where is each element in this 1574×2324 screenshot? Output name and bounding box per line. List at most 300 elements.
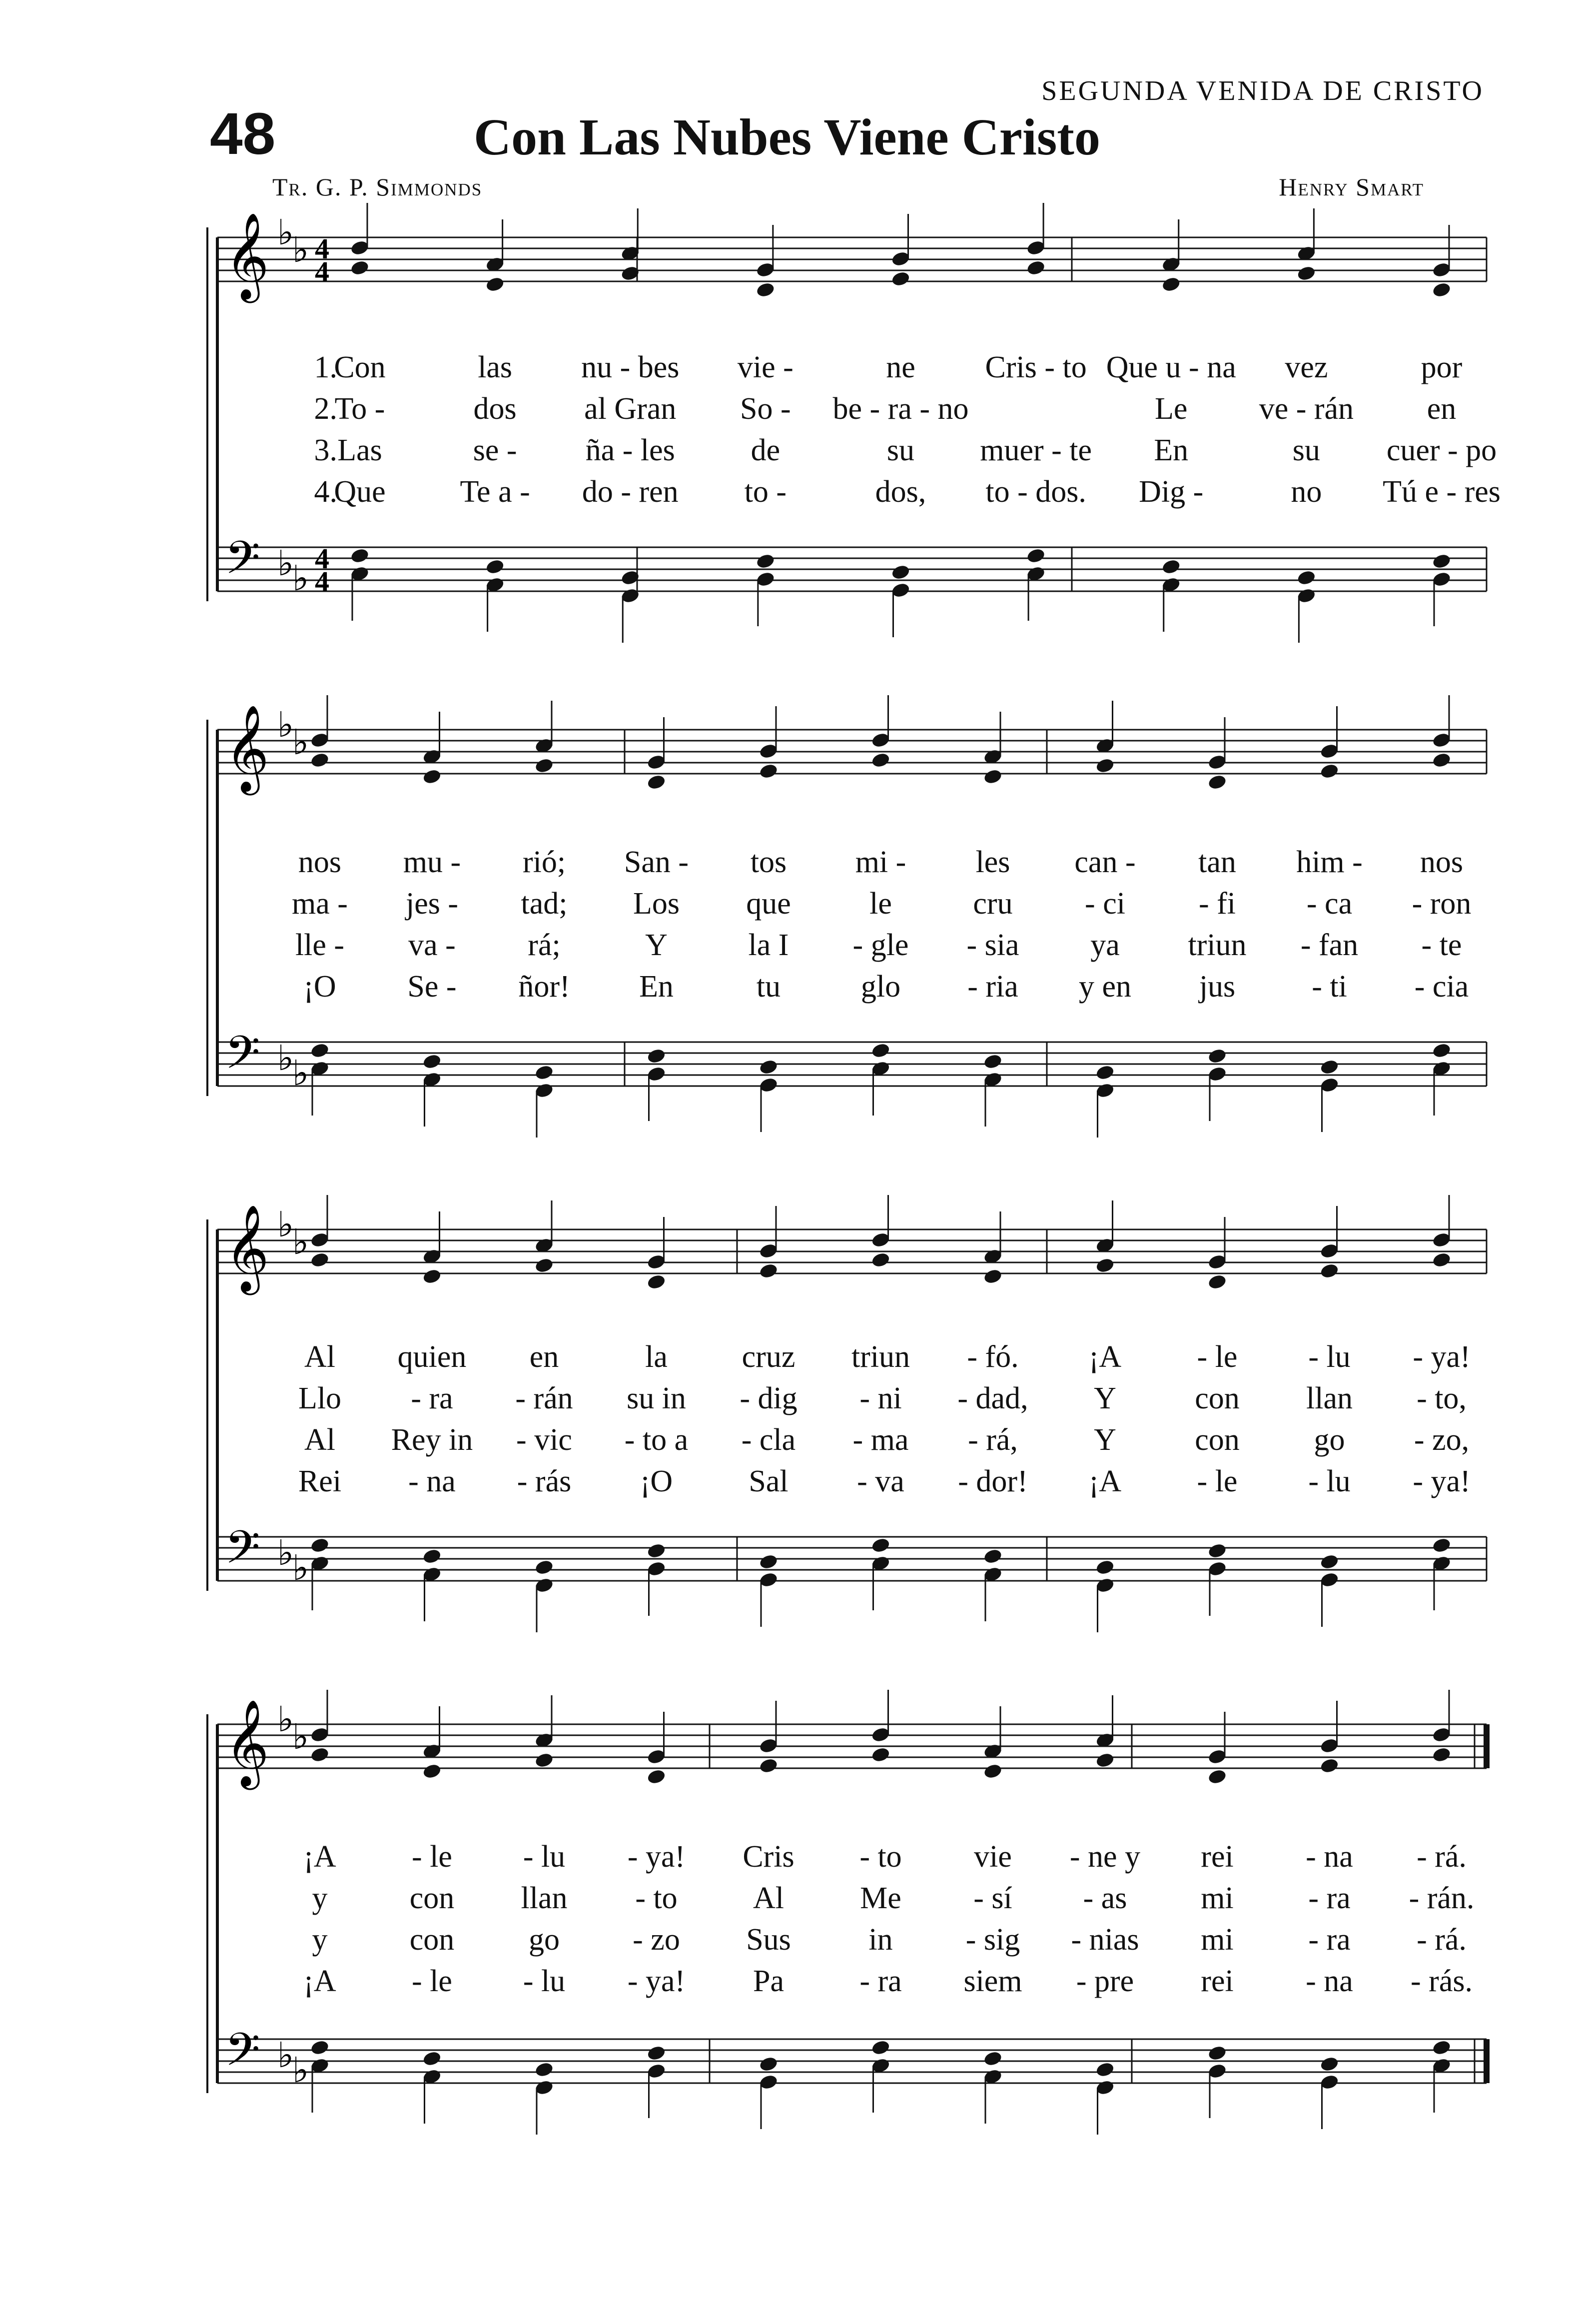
alto-note bbox=[1432, 281, 1452, 298]
alto-note bbox=[422, 1268, 442, 1285]
flat-icon: ♭ bbox=[292, 2052, 309, 2090]
verse-number: 4. bbox=[314, 475, 337, 509]
lyric-line bbox=[0, 1922, 1574, 1962]
lyric-syllable: rei bbox=[1201, 1964, 1234, 1998]
lyric-syllable: le bbox=[869, 887, 892, 921]
lyric-syllable: - fi bbox=[1198, 887, 1236, 921]
alto-note bbox=[1432, 1746, 1452, 1763]
lyric-line bbox=[0, 1464, 1574, 1504]
time-signature: 4 bbox=[315, 232, 329, 265]
lyric-syllable: ¡A bbox=[303, 1964, 336, 1998]
lyric-syllable: Y bbox=[1094, 1381, 1116, 1415]
alto-note bbox=[1207, 1273, 1227, 1290]
alto-note bbox=[534, 1257, 554, 1274]
lyric-syllable: - nias bbox=[1071, 1923, 1139, 1957]
lyric-syllable: la I bbox=[748, 928, 789, 962]
lyric-syllable: - zo, bbox=[1414, 1423, 1470, 1457]
tenor-note bbox=[870, 1042, 890, 1059]
lyric-line bbox=[0, 350, 1574, 390]
lyric-line bbox=[0, 1339, 1574, 1379]
lyric-syllable: - sí bbox=[973, 1881, 1012, 1915]
lyric-syllable: con bbox=[1195, 1381, 1240, 1415]
lyric-syllable: mi bbox=[1201, 1923, 1234, 1957]
flat-icon: ♭ bbox=[277, 1534, 294, 1573]
lyric-syllable: las bbox=[478, 350, 513, 384]
lyric-syllable: tad; bbox=[521, 887, 568, 921]
tenor-note bbox=[1207, 1542, 1227, 1559]
lyric-syllable: - lu bbox=[1308, 1464, 1351, 1498]
tenor-note bbox=[870, 1537, 890, 1554]
tenor-note bbox=[1095, 2061, 1115, 2078]
lyric-line bbox=[0, 433, 1574, 473]
lyric-syllable: por bbox=[1421, 350, 1463, 384]
tenor-note bbox=[870, 2039, 890, 2056]
bass-clef-icon: 𝄢 bbox=[225, 1026, 260, 1090]
verse-number: 1. bbox=[314, 350, 337, 384]
lyric-syllable: - ria bbox=[967, 970, 1018, 1004]
lyric-syllable: - cla bbox=[741, 1423, 796, 1457]
lyric-syllable: con bbox=[409, 1881, 455, 1915]
alto-note bbox=[870, 1746, 890, 1763]
lyric-syllable: tan bbox=[1198, 845, 1236, 879]
lyric-syllable: tu bbox=[756, 970, 781, 1004]
lyric-syllable: con bbox=[1195, 1423, 1240, 1457]
alto-note bbox=[646, 1768, 666, 1785]
tenor-note bbox=[1319, 2056, 1339, 2073]
lyric-syllable: llan bbox=[1306, 1381, 1353, 1415]
lyric-syllable: - na bbox=[1306, 1964, 1353, 1998]
lyric-syllable: - na bbox=[1306, 1840, 1353, 1874]
flat-icon: ♭ bbox=[277, 1040, 294, 1078]
section-heading: SEGUNDA VENIDA DE CRISTO bbox=[1041, 75, 1484, 106]
lyric-syllable: quien bbox=[397, 1340, 467, 1374]
lyric-syllable: - ra bbox=[1308, 1881, 1351, 1915]
lyric-line bbox=[0, 474, 1574, 514]
flat-icon: ♭ bbox=[277, 1701, 294, 1739]
lyric-syllable: to - dos. bbox=[985, 475, 1086, 509]
lyric-syllable: ¡A bbox=[1088, 1464, 1122, 1498]
alto-note bbox=[870, 1251, 890, 1268]
lyric-syllable: Dig - bbox=[1139, 475, 1204, 509]
alto-note bbox=[310, 1251, 330, 1268]
translator-credit: Tr. G. P. Simmonds bbox=[272, 173, 483, 201]
lyric-syllable: Al bbox=[304, 1423, 335, 1457]
alto-note bbox=[1095, 1257, 1115, 1274]
alto-note bbox=[1161, 276, 1181, 293]
flat-icon: ♭ bbox=[292, 724, 309, 762]
lyric-syllable: ñor! bbox=[518, 970, 570, 1004]
tenor-note bbox=[1161, 558, 1181, 575]
lyric-syllable: to - bbox=[744, 475, 787, 509]
lyric-syllable: jus bbox=[1199, 970, 1236, 1004]
lyric-syllable: - lu bbox=[1308, 1340, 1351, 1374]
lyric-syllable: - rá. bbox=[1417, 1923, 1467, 1957]
verse-number: 2. bbox=[314, 392, 337, 426]
lyric-syllable: ña - les bbox=[585, 433, 675, 467]
lyric-syllable: rá; bbox=[528, 928, 561, 962]
tenor-note bbox=[310, 1537, 330, 1554]
time-signature: 4 bbox=[315, 255, 329, 288]
alto-note bbox=[350, 259, 370, 276]
lyric-syllable: Al bbox=[304, 1340, 335, 1374]
flat-icon: ♭ bbox=[292, 231, 309, 270]
lyric-syllable: - rás. bbox=[1411, 1964, 1473, 1998]
flat-icon: ♭ bbox=[292, 1718, 309, 1757]
time-signature: 4 bbox=[315, 542, 329, 575]
treble-clef-icon: 𝄞 bbox=[225, 1699, 269, 1786]
alto-note bbox=[1095, 757, 1115, 774]
alto-note bbox=[310, 752, 330, 769]
lyric-syllable: ve - rán bbox=[1259, 392, 1354, 426]
lyric-syllable: - le bbox=[412, 1840, 452, 1874]
alto-note bbox=[983, 1763, 1003, 1780]
alto-note bbox=[485, 276, 505, 293]
tenor-note bbox=[983, 2050, 1003, 2067]
lyric-syllable: - lu bbox=[523, 1964, 566, 1998]
lyric-syllable: - lu bbox=[523, 1840, 566, 1874]
tenor-note bbox=[646, 1542, 666, 1559]
lyric-syllable: siem bbox=[963, 1964, 1022, 1998]
alto-note bbox=[759, 1262, 779, 1279]
lyric-syllable: - le bbox=[1197, 1464, 1238, 1498]
alto-note bbox=[1432, 1251, 1452, 1268]
lyric-syllable: mu - bbox=[403, 845, 461, 879]
flat-icon: ♭ bbox=[292, 1549, 309, 1588]
lyric-syllable: - pre bbox=[1076, 1964, 1134, 1998]
treble-clef-icon: 𝄞 bbox=[225, 1204, 269, 1291]
lyric-syllable: - le bbox=[412, 1964, 452, 1998]
tenor-note bbox=[756, 553, 776, 570]
lyric-syllable: - fan bbox=[1300, 928, 1359, 962]
tenor-note bbox=[759, 1059, 779, 1076]
lyric-syllable: ¡A bbox=[1088, 1340, 1122, 1374]
tenor-note bbox=[1432, 553, 1452, 570]
flat-icon: ♭ bbox=[277, 706, 294, 745]
tenor-note bbox=[534, 2061, 554, 2078]
lyric-syllable: - fó. bbox=[967, 1340, 1019, 1374]
tenor-note bbox=[1095, 1064, 1115, 1081]
time-signature: 4 bbox=[315, 565, 329, 598]
tenor-note bbox=[646, 2045, 666, 2062]
alto-note bbox=[534, 757, 554, 774]
tenor-note bbox=[1432, 1537, 1452, 1554]
lyric-syllable: vie - bbox=[737, 350, 793, 384]
tenor-note bbox=[1207, 2045, 1227, 2062]
lyric-syllable: rió; bbox=[522, 845, 566, 879]
tenor-note bbox=[759, 1553, 779, 1570]
flat-icon: ♭ bbox=[277, 545, 294, 583]
alto-note bbox=[646, 1273, 666, 1290]
bass-clef-icon: 𝄢 bbox=[225, 1521, 260, 1585]
tenor-note bbox=[1432, 2039, 1452, 2056]
lyric-syllable: mi - bbox=[855, 845, 906, 879]
tenor-note bbox=[350, 547, 370, 564]
alto-note bbox=[1319, 1262, 1339, 1279]
alto-note bbox=[422, 768, 442, 785]
lyric-syllable: do - ren bbox=[582, 475, 679, 509]
lyric-syllable: ¡A bbox=[303, 1840, 336, 1874]
lyric-line bbox=[0, 1839, 1574, 1879]
tenor-note bbox=[534, 1064, 554, 1081]
alto-note bbox=[422, 1763, 442, 1780]
lyric-syllable: - ti bbox=[1312, 970, 1347, 1004]
lyric-syllable: Cris bbox=[743, 1840, 794, 1874]
lyric-syllable: go bbox=[1314, 1423, 1345, 1457]
lyric-line bbox=[0, 845, 1574, 885]
lyric-syllable: glo bbox=[860, 970, 901, 1004]
lyric-syllable: y en bbox=[1078, 970, 1132, 1004]
lyric-syllable: triun bbox=[1188, 928, 1247, 962]
lyric-syllable: ya bbox=[1090, 928, 1120, 962]
lyric-syllable: jes - bbox=[405, 887, 459, 921]
alto-note bbox=[534, 1752, 554, 1769]
alto-note bbox=[890, 270, 910, 287]
lyric-syllable: Pa bbox=[753, 1964, 784, 1998]
tenor-note bbox=[1296, 569, 1316, 586]
alto-note bbox=[983, 768, 1003, 785]
lyric-syllable: - ron bbox=[1412, 887, 1472, 921]
tenor-note bbox=[646, 1048, 666, 1065]
lyric-syllable: Que bbox=[334, 475, 386, 509]
flat-icon: ♭ bbox=[292, 1055, 309, 1093]
alto-note bbox=[1432, 752, 1452, 769]
lyric-syllable: y bbox=[312, 1881, 328, 1915]
lyric-syllable: - dig bbox=[740, 1381, 797, 1415]
lyric-syllable: con bbox=[409, 1923, 455, 1957]
lyric-syllable: Los bbox=[633, 887, 680, 921]
tenor-note bbox=[1319, 1059, 1339, 1076]
alto-note bbox=[756, 281, 776, 298]
tenor-note bbox=[422, 1548, 442, 1565]
lyric-syllable: ne bbox=[886, 350, 915, 384]
lyric-syllable: - dor! bbox=[958, 1464, 1028, 1498]
lyric-syllable: Me bbox=[860, 1881, 901, 1915]
tenor-note bbox=[983, 1053, 1003, 1070]
alto-note bbox=[1296, 265, 1316, 282]
lyric-syllable: no bbox=[1291, 475, 1322, 509]
lyric-syllable: ma - bbox=[292, 887, 348, 921]
lyric-syllable: - ni bbox=[859, 1381, 902, 1415]
alto-note bbox=[1207, 1768, 1227, 1785]
lyric-syllable: la bbox=[645, 1340, 668, 1374]
lyric-syllable: Sal bbox=[749, 1464, 788, 1498]
lyric-syllable: dos, bbox=[875, 475, 926, 509]
lyric-syllable: go bbox=[529, 1923, 560, 1957]
lyric-syllable: les bbox=[975, 845, 1010, 879]
tenor-note bbox=[422, 2050, 442, 2067]
lyric-syllable: - ra bbox=[1308, 1923, 1351, 1957]
lyric-syllable: en bbox=[1427, 392, 1457, 426]
lyric-syllable: vie bbox=[974, 1840, 1012, 1874]
lyric-syllable: vez bbox=[1285, 350, 1328, 384]
lyric-syllable: San - bbox=[624, 845, 689, 879]
lyric-syllable: va - bbox=[408, 928, 456, 962]
lyric-line bbox=[0, 1422, 1574, 1462]
alto-note bbox=[983, 1268, 1003, 1285]
lyric-syllable: - ra bbox=[859, 1964, 902, 1998]
lyric-syllable: Sus bbox=[746, 1923, 791, 1957]
lyric-syllable: Tú e - res bbox=[1383, 475, 1501, 509]
bass-clef-icon: 𝄢 bbox=[225, 531, 260, 595]
tenor-note bbox=[890, 564, 910, 581]
lyric-syllable: - to a bbox=[624, 1423, 689, 1457]
hymn-title: Con Las Nubes Viene Cristo bbox=[474, 108, 1100, 166]
flat-icon: ♭ bbox=[292, 1223, 309, 1262]
lyric-syllable: Te a - bbox=[460, 475, 530, 509]
lyric-syllable: - vic bbox=[516, 1423, 572, 1457]
lyric-syllable: Rei bbox=[298, 1464, 342, 1498]
lyric-line bbox=[0, 1381, 1574, 1421]
lyric-line bbox=[0, 1881, 1574, 1921]
lyric-syllable: - va bbox=[857, 1464, 904, 1498]
lyric-syllable: - ya! bbox=[627, 1964, 686, 1998]
hymn-number: 48 bbox=[210, 101, 276, 167]
lyric-syllable: - rá, bbox=[968, 1423, 1018, 1457]
composer-credit: Henry Smart bbox=[1279, 173, 1424, 201]
lyric-syllable: can - bbox=[1074, 845, 1136, 879]
lyric-syllable: que bbox=[746, 887, 791, 921]
lyric-line bbox=[0, 928, 1574, 968]
tenor-note bbox=[485, 558, 505, 575]
alto-note bbox=[1095, 1752, 1115, 1769]
lyric-syllable: en bbox=[529, 1340, 559, 1374]
lyric-syllable: - ra bbox=[411, 1381, 453, 1415]
lyric-syllable: - rán. bbox=[1409, 1881, 1475, 1915]
lyric-syllable: - na bbox=[408, 1464, 456, 1498]
lyric-syllable: nu - bes bbox=[581, 350, 680, 384]
lyric-syllable: - dad, bbox=[957, 1381, 1028, 1415]
lyric-syllable: - ya! bbox=[627, 1840, 686, 1874]
lyric-syllable: Las bbox=[337, 433, 382, 467]
lyric-syllable: - sia bbox=[966, 928, 1019, 962]
lyric-syllable: - rás bbox=[517, 1464, 572, 1498]
lyric-syllable: Se - bbox=[407, 970, 457, 1004]
lyric-syllable: So - bbox=[740, 392, 791, 426]
alto-note bbox=[310, 1746, 330, 1763]
alto-note bbox=[870, 752, 890, 769]
lyric-syllable: - rán bbox=[515, 1381, 573, 1415]
lyric-syllable: Y bbox=[1094, 1423, 1116, 1457]
lyric-syllable: in bbox=[868, 1923, 893, 1957]
tenor-note bbox=[1095, 1559, 1115, 1576]
alto-note bbox=[759, 763, 779, 780]
lyric-syllable: triun bbox=[851, 1340, 910, 1374]
lyric-syllable: y bbox=[312, 1923, 328, 1957]
lyric-syllable: nos bbox=[298, 845, 342, 879]
lyric-syllable: - rá. bbox=[1417, 1840, 1467, 1874]
lyric-syllable: nos bbox=[1420, 845, 1464, 879]
lyric-syllable: En bbox=[639, 970, 674, 1004]
lyric-syllable: Le bbox=[1155, 392, 1188, 426]
lyric-syllable: - zo bbox=[633, 1923, 680, 1957]
lyric-syllable: lle - bbox=[295, 928, 345, 962]
bass-clef-icon: 𝄢 bbox=[225, 2023, 260, 2087]
lyric-syllable: be - ra - no bbox=[832, 392, 969, 426]
tenor-note bbox=[534, 1559, 554, 1576]
alto-note bbox=[1207, 774, 1227, 791]
lyric-syllable: - to, bbox=[1417, 1381, 1467, 1415]
lyric-syllable: su bbox=[1292, 433, 1320, 467]
flat-icon: ♭ bbox=[277, 2037, 294, 2075]
lyric-syllable: - ya! bbox=[1413, 1340, 1471, 1374]
lyric-syllable: - ci bbox=[1085, 887, 1125, 921]
lyric-syllable: Con bbox=[334, 350, 386, 384]
lyric-syllable: cruz bbox=[742, 1340, 795, 1374]
lyric-syllable: - le bbox=[1197, 1340, 1238, 1374]
lyric-syllable: To - bbox=[334, 392, 385, 426]
lyric-syllable: - to bbox=[859, 1840, 902, 1874]
treble-clef-icon: 𝄞 bbox=[225, 212, 269, 299]
lyric-syllable: - ma bbox=[852, 1423, 909, 1457]
lyric-syllable: dos bbox=[473, 392, 517, 426]
lyric-syllable: cuer - po bbox=[1386, 433, 1497, 467]
lyric-syllable: ¡O bbox=[640, 1464, 673, 1498]
tenor-note bbox=[310, 2039, 330, 2056]
lyric-line bbox=[0, 886, 1574, 926]
lyric-line bbox=[0, 391, 1574, 431]
lyric-syllable: al Gran bbox=[584, 392, 677, 426]
lyric-syllable: Llo bbox=[298, 1381, 342, 1415]
lyric-syllable: rei bbox=[1201, 1840, 1234, 1874]
lyric-syllable: - to bbox=[635, 1881, 678, 1915]
lyric-syllable: Rey in bbox=[391, 1423, 473, 1457]
lyric-syllable: - sig bbox=[965, 1923, 1020, 1957]
lyric-syllable: Cris - to bbox=[985, 350, 1087, 384]
lyric-syllable: him - bbox=[1296, 845, 1363, 879]
alto-note bbox=[1026, 259, 1046, 276]
lyric-syllable: - te bbox=[1421, 928, 1462, 962]
alto-note bbox=[1319, 763, 1339, 780]
lyric-syllable: - cia bbox=[1414, 970, 1469, 1004]
lyric-syllable: de bbox=[751, 433, 781, 467]
tenor-note bbox=[1026, 547, 1046, 564]
lyric-line bbox=[0, 1964, 1574, 2004]
tenor-note bbox=[1432, 1042, 1452, 1059]
flat-icon: ♭ bbox=[292, 560, 309, 598]
lyric-syllable: llan bbox=[521, 1881, 568, 1915]
lyric-syllable: - gle bbox=[852, 928, 909, 962]
tenor-note bbox=[1319, 1553, 1339, 1570]
lyric-syllable: su in bbox=[627, 1381, 686, 1415]
tenor-note bbox=[983, 1548, 1003, 1565]
lyric-syllable: En bbox=[1154, 433, 1189, 467]
lyric-syllable: Al bbox=[753, 1881, 784, 1915]
tenor-note bbox=[310, 1042, 330, 1059]
lyric-syllable: se - bbox=[473, 433, 517, 467]
lyric-syllable: - ne y bbox=[1069, 1840, 1141, 1874]
lyric-syllable: Que u - na bbox=[1106, 350, 1236, 384]
lyric-syllable: - as bbox=[1083, 1881, 1127, 1915]
treble-clef-icon: 𝄞 bbox=[225, 705, 269, 792]
lyric-syllable: muer - te bbox=[980, 433, 1092, 467]
lyric-syllable: cru bbox=[973, 887, 1013, 921]
tenor-note bbox=[422, 1053, 442, 1070]
tenor-note bbox=[759, 2056, 779, 2073]
lyric-syllable: Y bbox=[645, 928, 668, 962]
lyric-syllable: ¡O bbox=[303, 970, 336, 1004]
lyric-syllable: tos bbox=[750, 845, 787, 879]
alto-note bbox=[759, 1757, 779, 1774]
lyric-syllable: su bbox=[886, 433, 915, 467]
flat-icon: ♭ bbox=[277, 214, 294, 252]
lyric-line bbox=[0, 969, 1574, 1009]
flat-icon: ♭ bbox=[277, 1206, 294, 1244]
alto-note bbox=[646, 774, 666, 791]
lyric-syllable: - ca bbox=[1306, 887, 1353, 921]
lyric-syllable: mi bbox=[1201, 1881, 1234, 1915]
lyric-syllable: - ya! bbox=[1413, 1464, 1471, 1498]
verse-number: 3. bbox=[314, 433, 337, 467]
